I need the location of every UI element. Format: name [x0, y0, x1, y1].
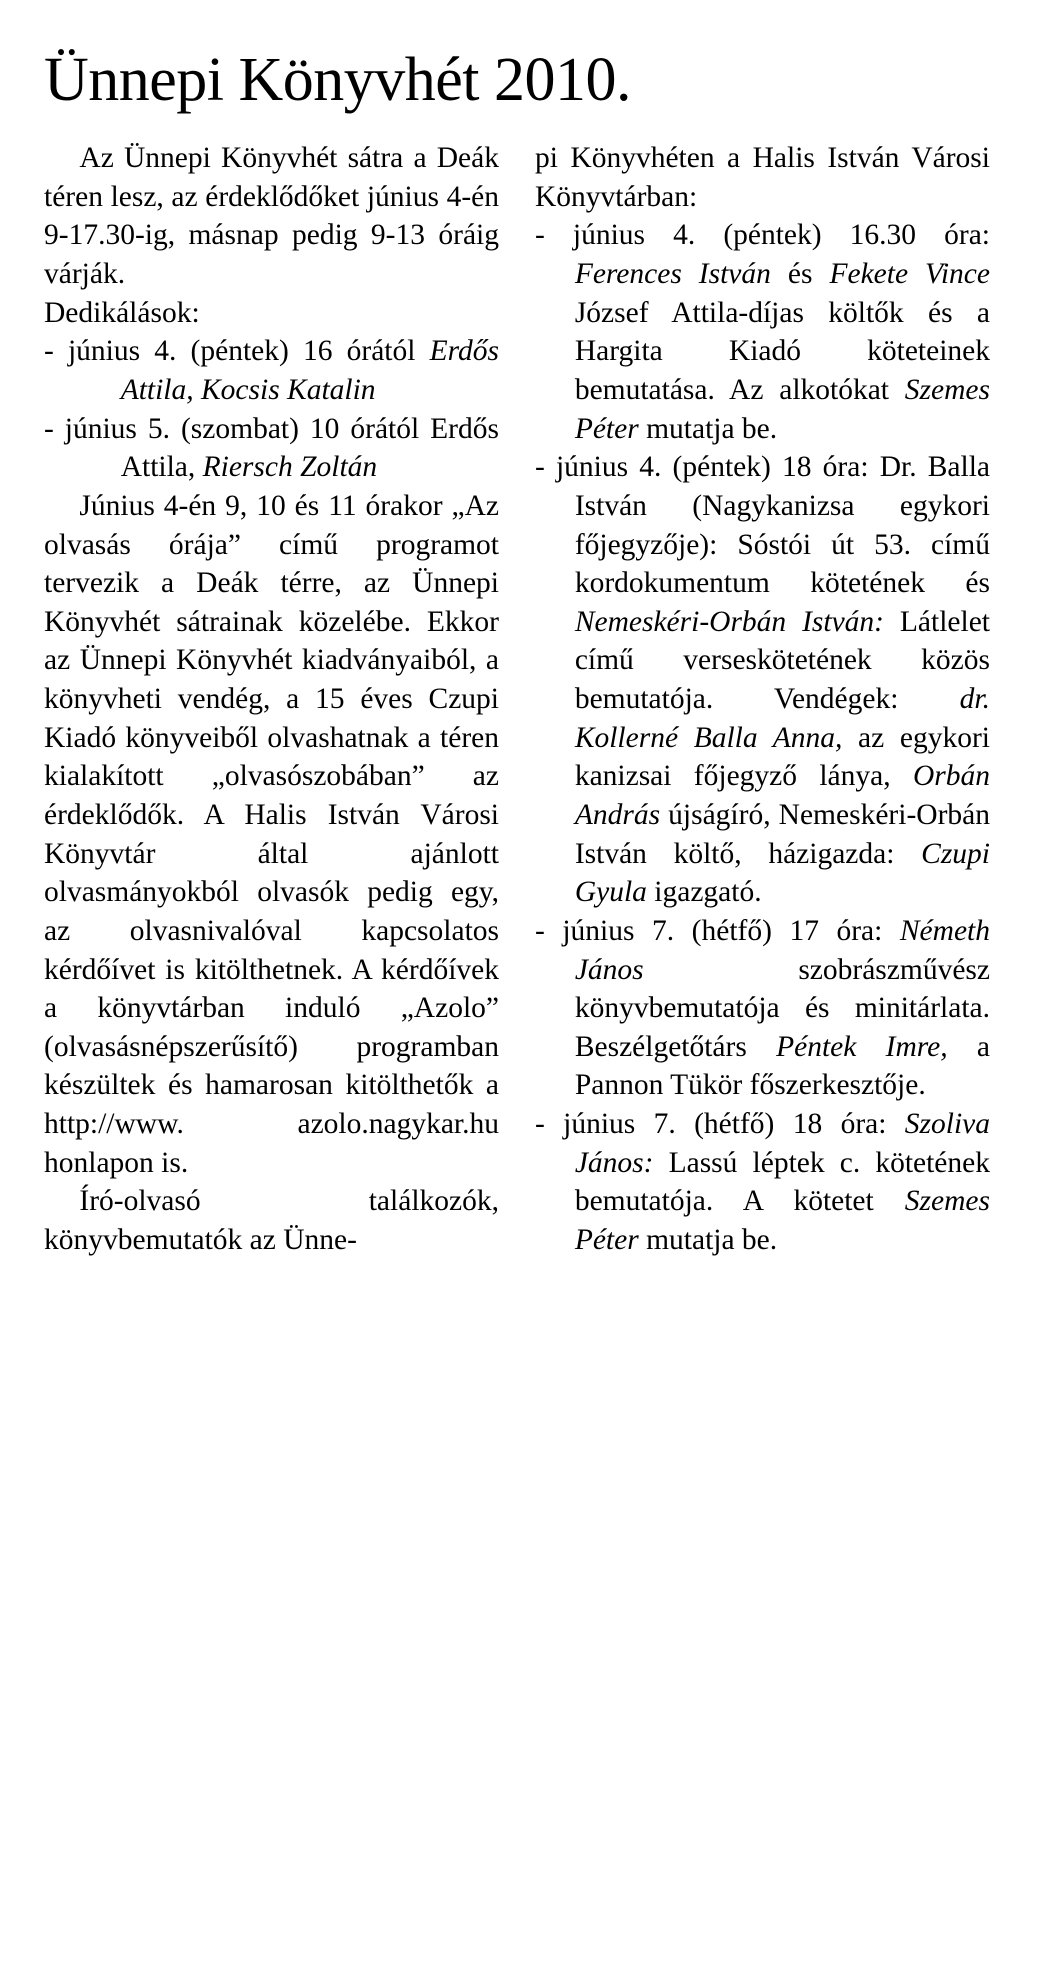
event-text: József Attila-díjas költők és a Hargita Kiadó köteteinek bemutatása. Az alkotókat	[574, 296, 990, 406]
event-text: igazgató.	[646, 876, 762, 909]
paragraph-meetings-start: Író-olvasó találkozók, könyvbemutatók az Ünne-	[44, 1185, 499, 1257]
event-text: mutatja be.	[638, 1224, 778, 1257]
list-item	[535, 448, 990, 912]
event-text: és	[770, 258, 830, 291]
event-text: mutatja be.	[638, 412, 778, 445]
list-item	[535, 1105, 990, 1260]
event-name: Péntek Imre,	[776, 1030, 948, 1063]
paragraph-intro: Az Ünnepi Könyvhét sátra a Deák téren lesz, az érdeklődőket június 4-én 9-17.30-ig, másnap pedig 9-13 óráig várják.	[44, 142, 499, 291]
dedication-names: Erdős Attila, Kocsis Katalin	[120, 335, 499, 406]
article-columns	[44, 139, 1014, 1260]
event-text: - június 4. (péntek) 18 óra: Dr. Balla István (Nagykanizsa egykori főjegyzője): Sóstói út 53. című kordokumentum kötetének és	[535, 451, 990, 600]
left-column	[44, 139, 499, 1260]
event-list	[535, 216, 990, 1259]
event-text: - június 4. (péntek) 16.30 óra:	[535, 219, 990, 252]
dedications-label: Dedikálások:	[44, 296, 200, 329]
event-text: Látlelet című verseskötetének közös bemutatója. Vendégek:	[574, 605, 990, 716]
event-name: Szemes Péter	[574, 373, 990, 445]
list-item	[44, 332, 499, 409]
list-item	[535, 912, 990, 1105]
event-name: Németh János	[574, 914, 990, 986]
event-name: Orbán András	[574, 760, 990, 831]
event-name: Ferences István	[574, 258, 771, 291]
event-text: szobrászművész könyvbemutatója és minitárlata. Beszélgetőtárs	[574, 953, 990, 1063]
paragraph-meetings-cont: pi Könyvhéten a Halis István Városi Könyvtárban:	[535, 142, 990, 213]
list-item	[44, 410, 499, 487]
event-name: Szoliva János:	[574, 1108, 990, 1179]
event-text: a Pannon Tükör főszerkesztője.	[574, 1030, 990, 1102]
list-item	[535, 216, 990, 448]
event-name: Szemes Péter	[574, 1185, 990, 1257]
event-text: - június 7. (hétfő) 18 óra:	[535, 1108, 905, 1141]
paragraph-program: Június 4-én 9, 10 és 11 órakor „Az olvasás órája” című programot tervezik a Deák térre, az Ünnepi Könyvhét sátrainak közelébe. Ekkor az Ünnepi Könyvhét kiadványaiból, a könyvheti vendég, a 15 éves Czupi Kiadó könyveiből olvashatnak a téren kialakított „olvasószobában” az érdeklődők. A Halis István Városi Könyvtár által ajánlott olvasmányokból olvasók pedig egy, az olvasnivalóval kapcsolatos kérdőívet is kitölthetnek. A kérdőívek a könyvtárban induló „Azolo” (olvasásnépszerűsítő) programban készültek és hamarosan kitölthetők a http://www. azolo.nagykar.hu honlapon is.	[44, 489, 499, 1179]
dedication-names: Riersch Zoltán	[202, 451, 378, 484]
event-text: az egykori kanizsai főjegyző lánya,	[574, 721, 990, 793]
event-text: Lassú léptek c. kötetének bemutatója. A kötetet	[574, 1146, 990, 1218]
dedication-lead: - június 5. (szombat) 10 órától Erdős Attila,	[44, 412, 499, 484]
event-text: - június 7. (hétfő) 17 óra:	[535, 914, 900, 947]
event-name: Fekete Vince	[829, 258, 990, 291]
event-name: dr. Kollerné Balla Anna,	[574, 683, 990, 754]
event-text: újságíró, Nemeskéri-Orbán István költő, házigazda:	[574, 798, 990, 870]
event-name: Czupi Gyula	[574, 837, 990, 909]
right-column	[535, 139, 990, 1260]
dedication-lead: - június 4. (péntek) 16 órától	[44, 335, 430, 368]
page-title: Ünnepi Könyvhét 2010.	[44, 46, 632, 114]
event-name: Nemeskéri-Orbán István:	[574, 605, 884, 638]
